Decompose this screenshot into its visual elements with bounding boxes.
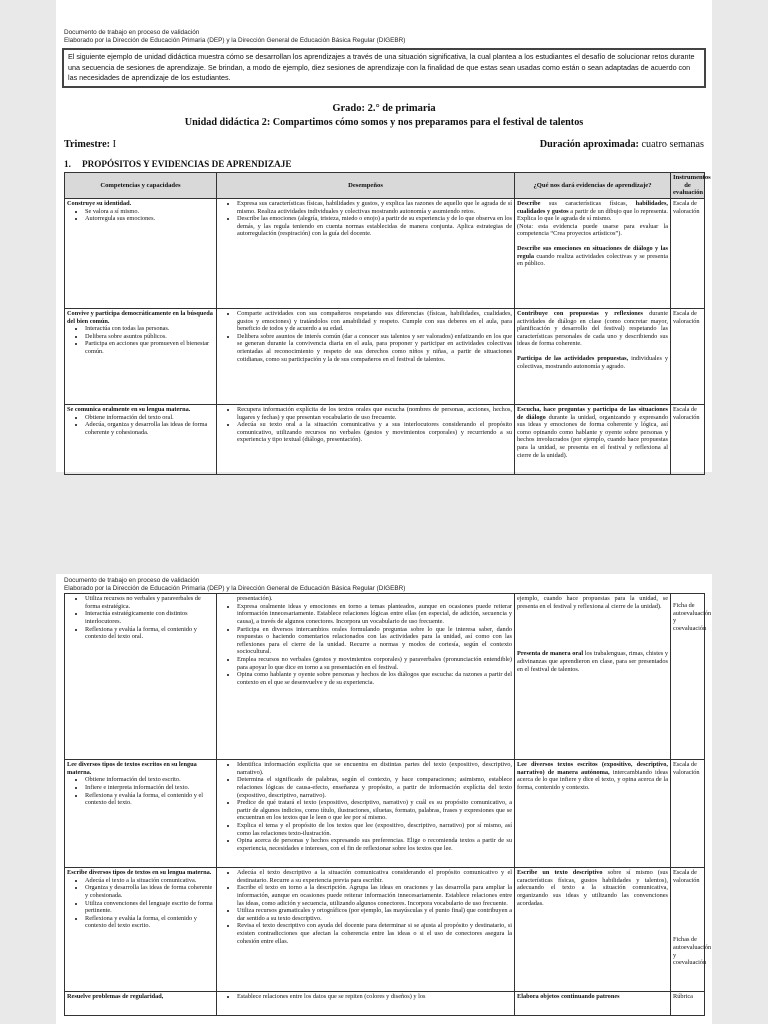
competency-cell: • Utiliza recursos no verbales y paraverbales de forma estratégica. • Interactúa estratégicamente con distintos interlocutores. • Reflexiona y evalúa la forma, el contenido y contexto del texto oral. bbox=[65, 594, 217, 760]
trimestre: Trimestre: I bbox=[64, 139, 116, 151]
performance-cell: • Expresa sus características físicas, habilidades y gustos, y explica las razones de aquello que le agrada de sí mismo. Realiza actividades individuales y colectivas mostrando autonomía y asumiendo retos. • Describe las emociones (alegría, tristeza, miedo o enojo) a partir de su experiencia y de lo que observa en los demás, y las regula teniendo en cuenta normas establecidas de manera conjunta. Aplica estrategias de autorregulación (respiración) con la guía del docente. bbox=[217, 198, 515, 308]
instrument-cell: Escala de valoración Fichas de autoevaluación y coevaluación bbox=[671, 868, 705, 992]
table-row bbox=[65, 868, 705, 992]
competency-cell: Se comunica oralmente en su lengua materna. • Obtiene información del texto oral. • Adecúa, organiza y desarrolla las ideas de forma coherente y cohesionada. bbox=[65, 404, 217, 474]
table-header-row bbox=[65, 173, 705, 199]
purposes-table bbox=[64, 172, 711, 475]
header-line-2: Elaborado por la Dirección de Educación Primaria (DEP) y la Dirección General de Educación Básica Regular (DIGEBR) bbox=[64, 584, 406, 592]
performance-cell: • Adecúa el texto descriptivo a la situación comunicativa considerando el propósito comunicativo y el destinatario. Recurre a su experiencia previa para escribir. • Escribe el texto en torno a la descripción. Agrupa las ideas en oraciones y las desarrolla para ampliar la información, aunque en ocasiones puede reiterar información innecesariamente. Establece relaciones entre las ideas, como adición y secuencia, utilizando algunos conectores. Incorpora vocabulario de uso frecuente. • Utiliza recursos gramaticales y ortográficos (por ejemplo, las mayúsculas y el punto final) que contribuyen a dar sentido a su texto descriptivo. • Revisa el texto descriptivo con ayuda del docente para determinar si se ajusta al propósito y destinatario, si existen contradicciones que afectan la coherencia entre las ideas o si el uso de conectores asegura la cohesión entre ellas. bbox=[217, 868, 515, 992]
evidence-cell: Escucha, hace preguntas y participa de las situaciones de diálogo durante la unidad, organizando y expresando sus ideas y emociones de forma coherente y lógica, así como opinando como hablante y oyente sobre personas y hechos involucrados (por ejemplo, cuando hace propuestas para la unidad, se presenta en el festival y reflexiona al cierre de la unidad). bbox=[515, 404, 671, 474]
intro-box: El siguiente ejemplo de unidad didáctica muestra cómo se desarrollan los aprendizajes a través de una situación significativa, la cual plantea a los estudiantes el desafío de solucionar retos durante una secuencia de sesiones de aprendizaje. Se brindan, a modo de ejemplo, diez sesiones de aprendizaje con la finalidad de que estas sean usadas como están o sean adaptadas de acuerdo con las necesidades de aprendizaje de los estudiantes. bbox=[62, 48, 706, 88]
evidence-cell: Elabora objetos continuando patrones bbox=[515, 992, 671, 1016]
evidence-cell: Describe sus características físicas, habilidades, cualidades y gustos a partir de un dibujo que lo representa. Explica lo que le agrada de sí mismo. (Nota: esta evidencia puede usarse para evaluar la competencia “Crea proyectos artísticos”). Describe sus emociones en situaciones de diálogo y las regula cuando realiza actividades colectivas y se presenta en público. bbox=[515, 198, 671, 308]
competency-cell: Escribe diversos tipos de textos en su lengua materna. • Adecúa el texto a la situación comunicativa. • Organiza y desarrolla las ideas de forma coherente y cohesionada. • Utiliza convenciones del lenguaje escrito de forma pertinente. • Reflexiona y evalúa la forma, el contenido y contexto del texto escrito. bbox=[65, 868, 217, 992]
header-line-2: Elaborado por la Dirección de Educación Primaria (DEP) y la Dirección General de Educación Básica Regular (DIGEBR) bbox=[64, 36, 406, 44]
instrument-cell: Escala de valoración bbox=[671, 760, 705, 868]
purposes-table-continued bbox=[64, 593, 712, 1016]
table-row bbox=[65, 404, 705, 474]
header-line-1: Documento de trabajo en proceso de validación bbox=[64, 577, 200, 584]
competency-cell: Construye su identidad. • Se valora a sí mismo. • Autorregula sus emociones. bbox=[65, 198, 217, 308]
meta-row bbox=[64, 139, 704, 150]
page-header bbox=[56, 577, 712, 592]
col-header-instrumentos: Instrumentos de evaluación bbox=[671, 173, 705, 199]
page-header bbox=[56, 29, 712, 44]
evidence-cell: ejemplo, cuando hace propuestas para la unidad, se presenta en el festival y reflexiona al cierre de la unidad). Presenta de manera oral los trabalenguas, rimas, chistes y adivinanzas que aprendieron en clase, para ser presentados en el festival de talentos. bbox=[515, 594, 671, 760]
unit-title: Unidad didáctica 2: Compartimos cómo somos y nos preparamos para el festival de talentos bbox=[184, 117, 584, 129]
col-header-competencias: Competencias y capacidades bbox=[65, 173, 217, 199]
performance-cell: • Recupera información explícita de los textos orales que escucha (nombres de personas, acciones, hechos, lugares y fechas) y que presentan vocabulario de uso frecuente. • Adecúa su texto oral a la situación comunicativa y a sus interlocutores considerando el propósito comunicativo, utilizando recursos no verbales (gestos y movimientos corporales) y recurriendo a su experiencia y tipo textual (diálogo, presentación). bbox=[217, 404, 515, 474]
table-row bbox=[65, 308, 705, 404]
instrument-cell: Rúbrica bbox=[671, 992, 705, 1016]
performance-cell: • Identifica información explícita que se encuentra en distintas partes del texto (expositivo, descriptivo, narrativo). • Determina el significado de palabras, según el contexto, y hace comparaciones; asimismo, establece relaciones lógicas de causa-efecto, enseñanza y propósito, a partir de información explícita del texto (expositivo, descriptivo, narrativo). • Predice de qué tratará el texto (expositivo, descriptivo, narrativo) y cuál es su propósito comunicativo, a partir de algunos indicios, como título, ilustraciones, siluetas, formato, palabras, frases y expresiones que se encuentran en los textos que le leen o que lee por sí mismo. • Explica el tema y el propósito de los textos que lee (expositivo, descriptivo, narrativo) por sí mismo, así como las relaciones texto-ilustración. • Opina acerca de personas y hechos expresando sus preferencias. Elige o recomienda textos a partir de su experiencia, necesidades e intereses, con el fin de reflexionar sobre los textos que lee. bbox=[217, 760, 515, 868]
table-row bbox=[65, 992, 705, 1016]
competency-cell: Resuelve problemas de regularidad, bbox=[65, 992, 217, 1016]
grade-title: Grado: 2.° de primaria bbox=[332, 103, 436, 115]
col-header-desempenos: Desempeños bbox=[217, 173, 515, 199]
evidence-cell: Contribuye con propuestas y reflexiones durante actividades de diálogo en clase (como concretar mayor, planificación y desarrollo del festival) respetando las características personales de cada uno y describiendo sus ideas de forma coherente. Participa de las actividades propuestas, individuales y colectivas, mostrando autonomía y agrado. bbox=[515, 308, 671, 404]
evidence-cell: Escribe un texto descriptivo sobre sí mismo (sus características físicas, gustos habilidades y talentos), adecuando el texto a la situación comunicativa, organizando sus ideas y utilizando las convenciones acordadas. bbox=[515, 868, 671, 992]
performance-cell: • Comparte actividades con sus compañeros respetando sus diferencias (físicas, habilidades, cualidades, gustos y emociones) y tratándolos con amabilidad y respeto. Cumple con sus deberes en el aula, para beneficio de todos y de acuerdo a su edad. • Delibera sobre asuntos de interés común (dar a conocer sus talentos y ser valorados) enfatizando en los que se generan durante la convivencia diaria en el aula, para proponer y participar en actividades colectivas orientadas al reconocimiento y respeto de sus derechos como niños y niñas, a partir de situaciones cotidianas, como su participación y la de sus compañeros en el festival de talentos. bbox=[217, 308, 515, 404]
competency-cell: Convive y participa democráticamente en la búsqueda del bien común. • Interactúa con todas las personas. • Delibera sobre asuntos públicos. • Participa en acciones que promueven el bienestar común. bbox=[65, 308, 217, 404]
performance-cell: presentación). • Expresa oralmente ideas y emociones en torno a temas planteados, aunque en ocasiones puede reiterar información innecesariamente. Establece relaciones lógicas entre ellas (en especial, de adición, secuencia y causa), a través de algunos conectores. Incorpora un vocabulario de uso frecuente. • Participa en diversos intercambios orales formulando preguntas sobre lo que le interesa saber, dando respuestas o haciendo comentarios relacionados con las actividades para la unidad, así como con las reflexiones para el cierre de la unidad. Recurre a normas y modos de cortesía, según el contexto sociocultural. • Emplea recursos no verbales (gestos y movimientos corporales) y paraverbales (pronunciación entendible) para apoyar lo que dice en torno a su presentación en el festival. • Opina como hablante y oyente sobre personas y hechos de los diálogos que escucha: da razones a partir del contexto en el que se desenvuelve y de su experiencia. bbox=[217, 594, 515, 760]
evidence-cell: Lee diversos textos escritos (expositivo, descriptivo, narrativo) de manera autónoma, intercambiando ideas acerca de lo que infiere y dice el texto, y opina acerca de la forma, contenido y contexto. bbox=[515, 760, 671, 868]
table-row bbox=[65, 594, 705, 760]
col-header-evidencias: ¿Qué nos dará evidencias de aprendizaje? bbox=[515, 173, 671, 199]
document-page-1 bbox=[56, 0, 712, 472]
document-page-2 bbox=[56, 574, 712, 1024]
instrument-cell: Ficha de autoevaluación y coevaluación bbox=[671, 594, 705, 760]
performance-cell: • Establece relaciones entre los datos que se repiten (colores y diseños) y los bbox=[217, 992, 515, 1016]
competency-cell: Lee diversos tipos de textos escritos en su lengua materna. • Obtiene información del texto escrito. • Infiere e interpreta información del texto. • Reflexiona y evalúa la forma, el contenido y el contexto del texto. bbox=[65, 760, 217, 868]
instrument-cell: Escala de valoración bbox=[671, 308, 705, 404]
instrument-cell: Escala de valoración bbox=[671, 198, 705, 308]
instrument-cell: Escala de valoración bbox=[671, 404, 705, 474]
table-row bbox=[65, 760, 705, 868]
duracion: Duración aproximada: cuatro semanas bbox=[539, 139, 704, 151]
section-heading: 1. PROPÓSITOS Y EVIDENCIAS DE APRENDIZAJE bbox=[64, 159, 292, 170]
header-line-1: Documento de trabajo en proceso de validación bbox=[64, 29, 200, 36]
table-row bbox=[65, 198, 705, 308]
